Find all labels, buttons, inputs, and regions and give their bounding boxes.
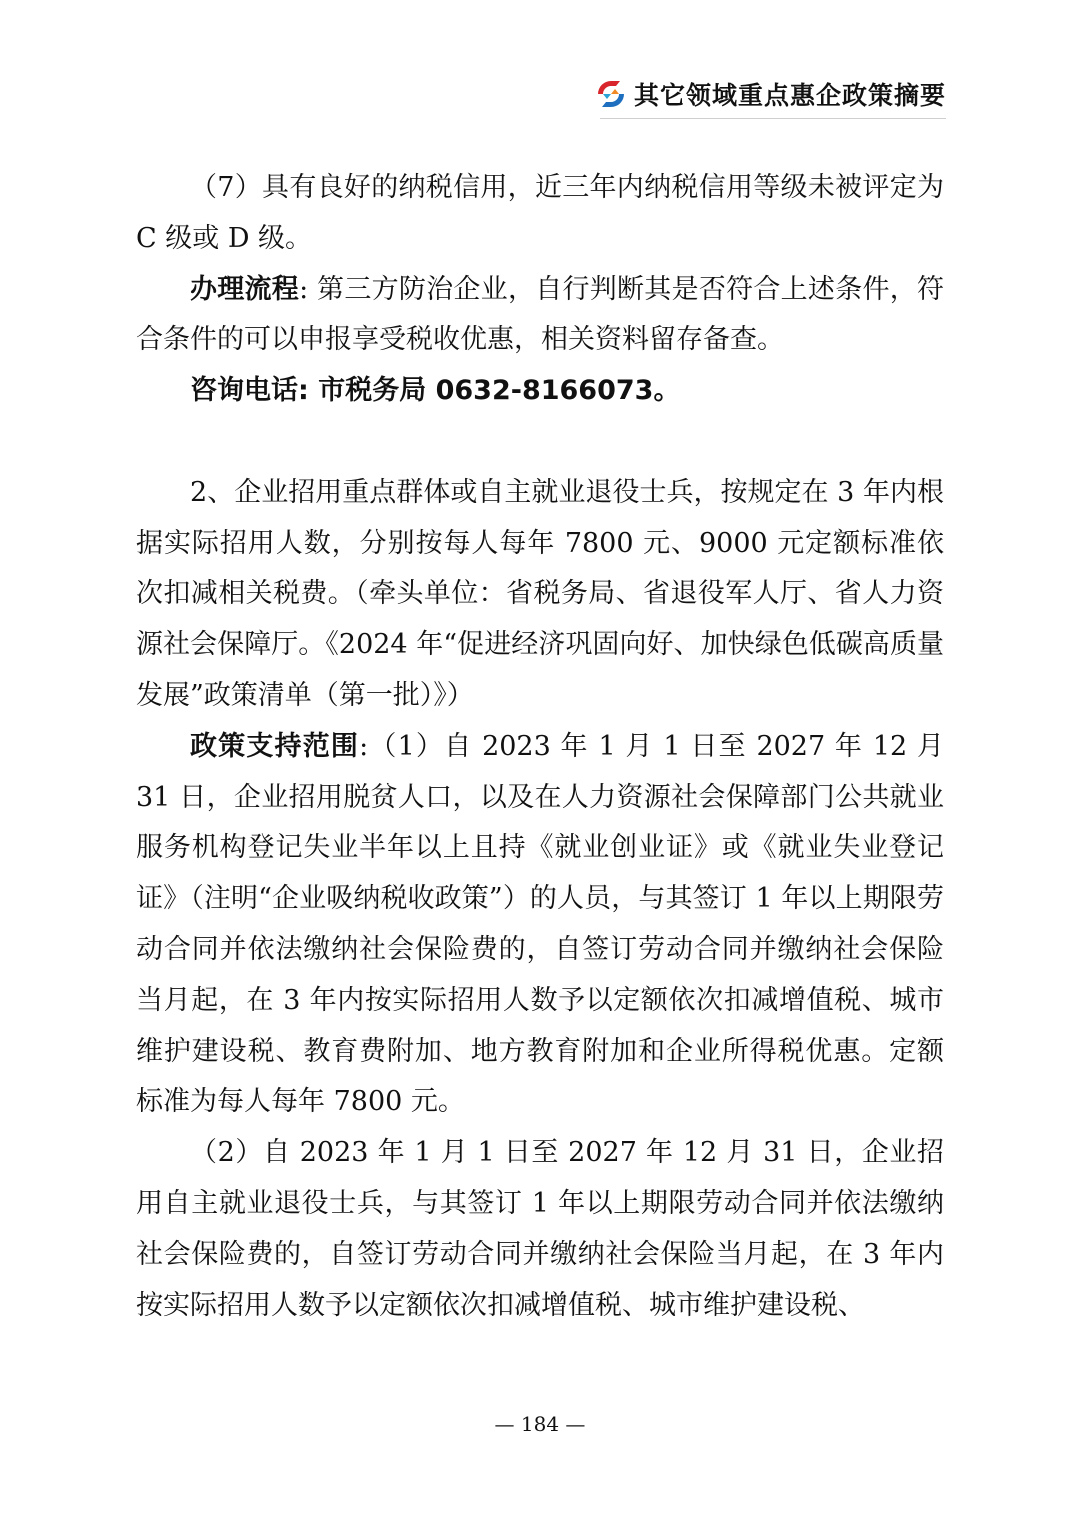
procedure-label: 办理流程 [190, 273, 300, 305]
header-title: 其它领域重点惠企政策摘要 [633, 81, 946, 110]
paragraph-scope [136, 722, 944, 1128]
document-body [136, 163, 944, 1331]
paragraph-policy-2: 2、企业招用重点群体或自主就业退役士兵，按规定在 3 年内根据实际招用人数，分别按每人每年 7800 元、9000 元定额标准依次扣减相关税费。（牵头单位：省税务局、省退役军人厅、省人力资源社会保障厅。《2024 年“促进经济巩固向好、加快绿色低碳高质量发展”政策清单（第一批）》） [136, 476, 944, 711]
page-number: — 184 — [494, 1412, 586, 1436]
blank-line [136, 417, 944, 468]
scope-text: :（1）自 2023 年 1 月 1 日至 2027 年 12 月 31 日，企业招用脱贫人口，以及在人力资源社会保障部门公共就业服务机构登记失业半年以上且持《就业创业证》或《就业失业登记证》（注明“企业吸纳税收政策”）的人员，与其签订 1 年以上期限劳动合同并依法缴纳社会保险费的，自签订劳动合同并缴纳社会保险当月起，在 3 年内按实际招用人数予以定额依次扣减增值税、城市维护建设税、教育费附加、地方教育附加和企业所得税优惠。定额标准为每人每年 7800 元。 [136, 730, 945, 1118]
procedure-text: : 第三方防治企业，自行判断其是否符合上述条件，符合条件的可以申报享受税收优惠，相关资料留存备查。 [136, 273, 945, 356]
contact-text: : 市税务局 0632-8166073。 [298, 375, 681, 407]
paragraph-scope-2: （2）自 2023 年 1 月 1 日至 2027 年 12 月 31 日，企业招用自主就业退役士兵，与其签订 1 年以上期限劳动合同并依法缴纳社会保险费的，自签订劳动合同并缴纳社会保险当月起，在 3 年内按实际招用人数予以定额依次扣减增值税、城市维护建设税、 [136, 1137, 944, 1321]
contact-label: 咨询电话 [190, 375, 298, 407]
section-logo-icon [594, 77, 628, 111]
scope-label: 政策支持范围 [190, 730, 360, 762]
paragraph-contact [136, 366, 944, 417]
page-header [594, 74, 946, 114]
header-divider [600, 118, 946, 119]
paragraph-procedure [136, 265, 944, 367]
paragraph-item-7: （7）具有良好的纳税信用，近三年内纳税信用等级未被评定为 C 级或 D 级。 [136, 172, 944, 254]
